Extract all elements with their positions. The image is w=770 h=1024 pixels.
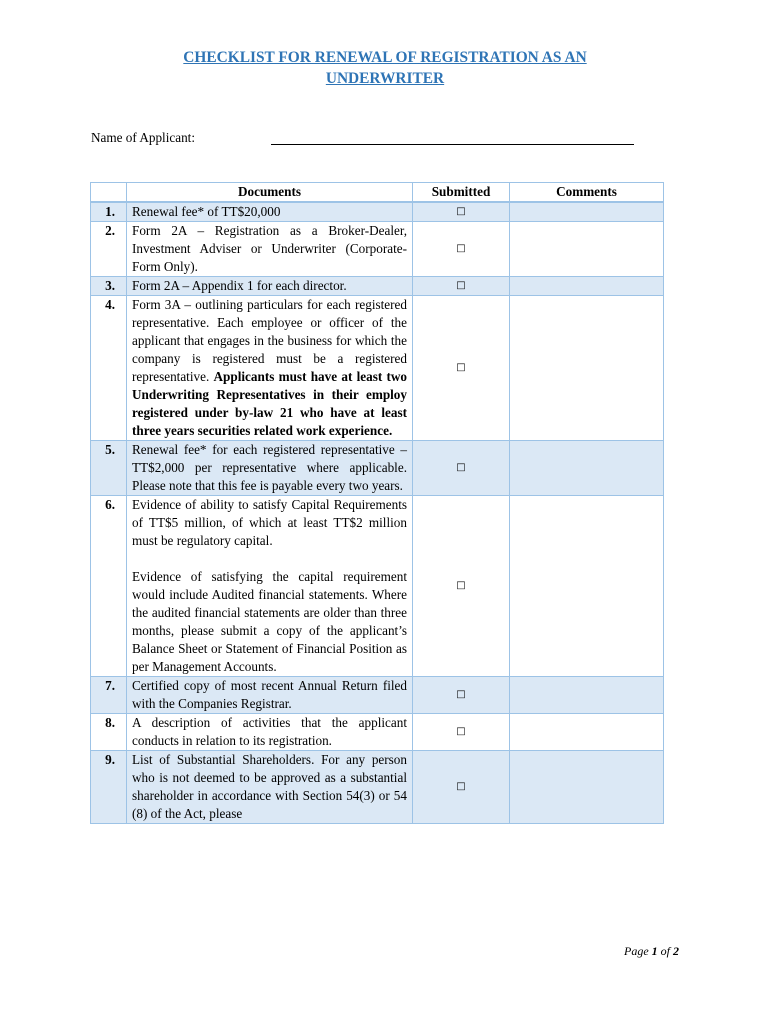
table-row xyxy=(91,296,664,441)
submitted-checkbox[interactable]: □ xyxy=(413,277,510,296)
comments-cell[interactable] xyxy=(510,751,664,824)
submitted-checkbox[interactable]: □ xyxy=(413,677,510,714)
comments-cell[interactable] xyxy=(510,441,664,496)
header-submitted: Submitted xyxy=(413,183,510,203)
title-line-1: CHECKLIST FOR RENEWAL OF REGISTRATION AS AN xyxy=(183,49,587,66)
submitted-checkbox[interactable]: □ xyxy=(413,496,510,677)
comments-cell[interactable] xyxy=(510,277,664,296)
comments-cell[interactable] xyxy=(510,202,664,222)
row-document: Certified copy of most recent Annual Return filed with the Companies Registrar. xyxy=(127,677,413,714)
submitted-checkbox[interactable]: □ xyxy=(413,751,510,824)
current-page: 1 xyxy=(651,944,658,958)
submitted-checkbox[interactable]: □ xyxy=(413,296,510,441)
header-number xyxy=(91,183,127,203)
row-number: 7. xyxy=(91,677,127,714)
row-document xyxy=(127,296,413,441)
row-document-text-2: Evidence of satisfying the capital requirement would include Audited financial statements. Where the audited financial statements are older than three months, please submit a copy of the applicant’s Balance Sheet or Statement of Financial Position as per Management Accounts. xyxy=(132,569,407,674)
applicant-name-field[interactable] xyxy=(271,144,634,145)
submitted-checkbox[interactable]: □ xyxy=(413,441,510,496)
row-document: Renewal fee* for each registered representative – TT$2,000 per representative where applicable. Please note that this fee is payable every two years. xyxy=(127,441,413,496)
comments-cell[interactable] xyxy=(510,222,664,277)
table-row xyxy=(91,277,664,296)
row-document-text: Form 3A – outlining particulars for each registered representative. Each employee or officer of the applicant that engages in the business for which the company is registered must be a registered representative. xyxy=(132,297,407,384)
title-line-2: UNDERWRITER xyxy=(325,70,445,87)
table-row xyxy=(91,677,664,714)
row-document-text: Evidence of ability to satisfy Capital Requirements of TT$5 million, of which at least TT$2 million must be regulatory capital. xyxy=(132,497,407,548)
comments-cell[interactable] xyxy=(510,677,664,714)
row-document: Form 2A – Appendix 1 for each director. xyxy=(127,277,413,296)
table-row xyxy=(91,441,664,496)
document-title xyxy=(0,47,770,89)
row-document xyxy=(127,496,413,677)
table-row xyxy=(91,496,664,677)
row-number: 1. xyxy=(91,202,127,222)
table-header-row xyxy=(91,183,664,203)
row-number: 6. xyxy=(91,496,127,677)
header-documents: Documents xyxy=(127,183,413,203)
submitted-checkbox[interactable]: □ xyxy=(413,222,510,277)
checklist-table xyxy=(90,182,664,824)
comments-cell[interactable] xyxy=(510,496,664,677)
row-document: A description of activities that the applicant conducts in relation to its registration. xyxy=(127,714,413,751)
row-number: 2. xyxy=(91,222,127,277)
row-number: 8. xyxy=(91,714,127,751)
page-number: Page 1 of 2 xyxy=(624,944,679,958)
submitted-checkbox[interactable]: □ xyxy=(413,202,510,222)
row-number: 9. xyxy=(91,751,127,824)
row-number: 4. xyxy=(91,296,127,441)
header-comments: Comments xyxy=(510,183,664,203)
comments-cell[interactable] xyxy=(510,296,664,441)
row-document: List of Substantial Shareholders. For any person who is not deemed to be approved as a substantial shareholder in accordance with Section 54(3) or 54 (8) of the Act, please xyxy=(127,751,413,824)
table-row xyxy=(91,714,664,751)
applicant-name-label: Name of Applicant: xyxy=(91,130,196,145)
row-document: Form 2A – Registration as a Broker-Dealer, Investment Adviser or Underwriter (Corporate-Form Only). xyxy=(127,222,413,277)
row-document: Renewal fee* of TT$20,000 xyxy=(127,202,413,222)
table-row xyxy=(91,222,664,277)
table-row xyxy=(91,202,664,222)
comments-cell[interactable] xyxy=(510,714,664,751)
row-number: 5. xyxy=(91,441,127,496)
table-row xyxy=(91,751,664,824)
row-number: 3. xyxy=(91,277,127,296)
row-document-requirement: Applicants must have at least two Underwriting Representatives in their employ registered under by-law 21 who have at least three years securities related work experience. xyxy=(132,369,408,438)
submitted-checkbox[interactable]: □ xyxy=(413,714,510,751)
total-pages: 2 xyxy=(673,944,679,958)
